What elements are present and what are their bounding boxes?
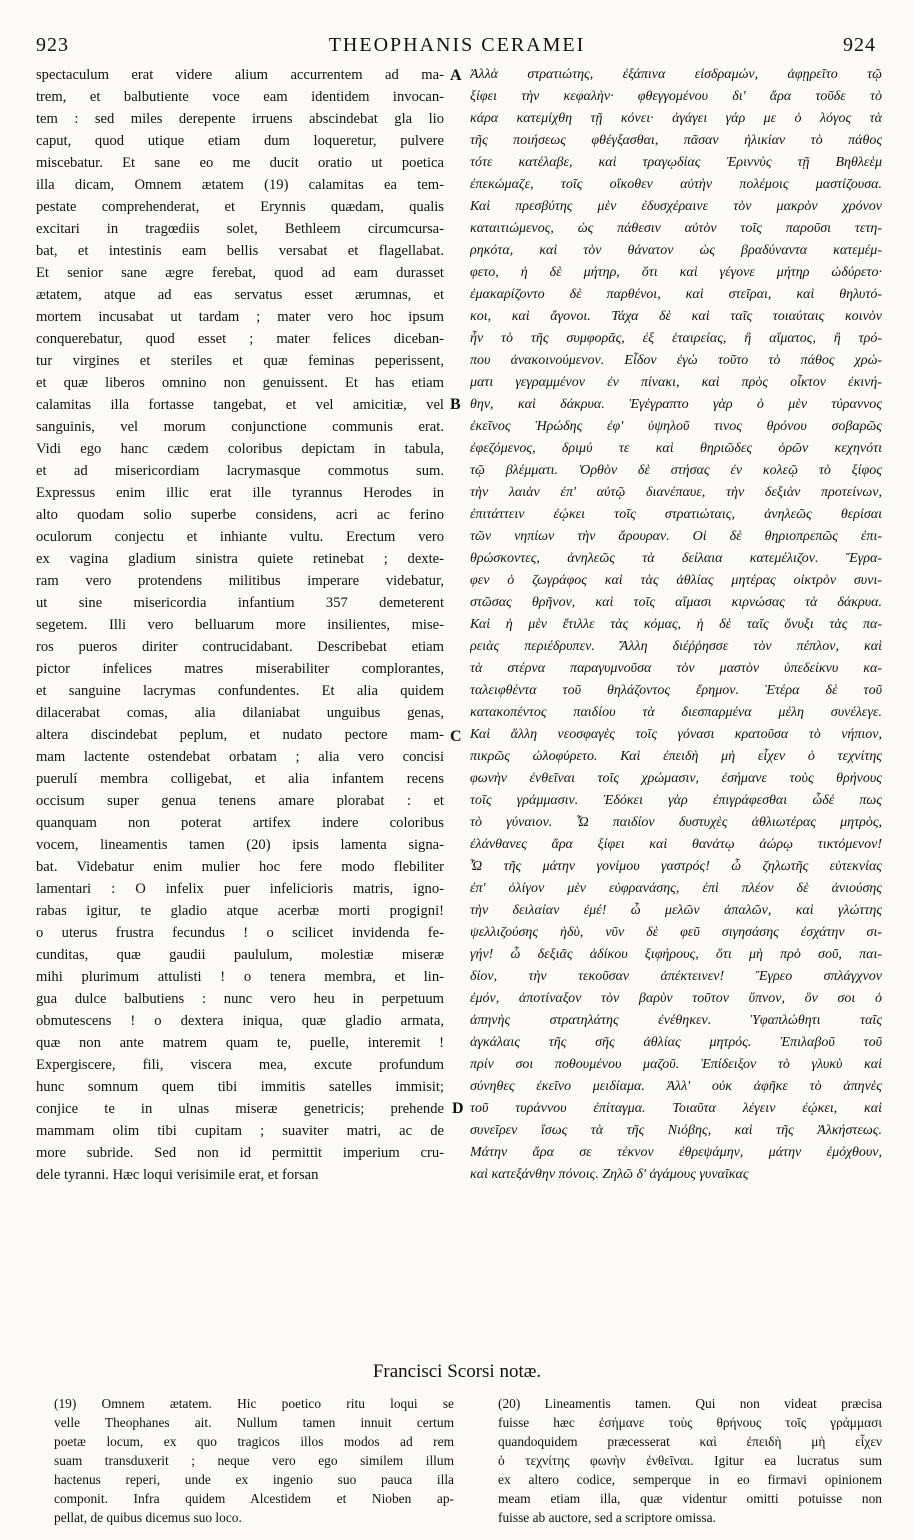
latin-text-line: Et senior sane ægre ferebat, quod ad eam durasset <box>36 265 444 281</box>
footnote-line: pellat, de quibus dicemus suo loco. <box>54 1510 242 1525</box>
latin-text-line: pestate comprehenderat, et Erynnis quædam, qualis <box>36 199 444 215</box>
footnote-line: (20) Lineamentis tamen. Qui non videat præcisa <box>498 1396 882 1411</box>
greek-text-line: τοῖς γράμμασιν. Ἐδόκει γὰρ ἐπιγράφεσθαι ὧδέ πως <box>470 793 882 808</box>
latin-text-line: et ad misericordiam lacrymasque commotus sum. <box>36 463 444 479</box>
latin-column <box>36 64 444 1354</box>
latin-text-line: occisum super genua tenens amare plorabat : et <box>36 793 444 809</box>
greek-text-line: ταλειφθέντα τοῦ θηλάζοντος ἔρημον. Ἑτέρα δὲ τοῦ <box>470 683 882 698</box>
greek-text-line: κατακοπέντος παιδίου τὰ διεσπαρμένα μέλη συνέλεγε. <box>470 705 882 720</box>
latin-text-line: Expergiscere, fili, viscera mea, excute profundum <box>36 1057 444 1073</box>
running-header <box>0 34 914 58</box>
section-marker-b: B <box>450 396 461 413</box>
latin-text-line: et sanguine lacrymas confundentes. Et alia quidem <box>36 683 444 699</box>
footnote-line: (19) Omnem ætatem. Hic poetico ritu loqui se <box>54 1396 454 1411</box>
latin-text-line: ut sine misericordia infantium 357 demeterent <box>36 595 444 611</box>
greek-text-line: ἐλάνθανες ἄρα ξίφει καὶ θανάτῳ ἀώρῳ τικτόμενον! <box>470 837 882 852</box>
greek-text-line: Καὶ πρεσβύτης μὲν ἐδυσχέραινε τὸν μακρὸν χρόνον <box>470 199 882 214</box>
latin-text-line: miscebatur. Et sane eo me ducit oratio ut poetica <box>36 155 444 171</box>
footnote-line: meam etiam illa, quæ videntur omitti potuisse non <box>498 1491 882 1506</box>
latin-text-line: mam lactente ostendebat orbatam ; alia vero concisi <box>36 749 444 765</box>
footnote-line: hactenus reperi, unde ex ingenio suo pauca illa <box>54 1472 454 1487</box>
notes-heading: Francisci Scorsi notæ. <box>372 1361 542 1382</box>
latin-text-line: conjice te in ulnas miseræ genetricis; prehende <box>36 1101 444 1117</box>
latin-text-line: mortem incusabat ut tardam ; mater vero hoc ipsum <box>36 309 444 325</box>
greek-text-line: Μάτην ἄρα σε τέκνον ἐθρεψάμην, μάτην ἐμόχθουν, <box>470 1145 882 1160</box>
greek-text-line: ἐφεζόμενος, δριμύ τε καὶ θηριῶδες ὁρῶν κεχηνότι <box>470 441 882 456</box>
latin-text-line: illa dicam, Omnem ætatem (19) calamitas ea tem- <box>36 177 444 193</box>
latin-text-line: mammam olim tibi cupitam ; suaviter matri, ac de <box>36 1123 444 1139</box>
footnote-line: fuisse hæc ἐσήμανε τοὺς θρήνους τοῖς γράμμασι <box>498 1415 882 1430</box>
greek-text-line: ρειὰς περιέδρυπεν. Ἄλλη διέῤῥησσε τὸν πέπλον, καὶ <box>470 639 882 654</box>
greek-text-line: ἀπηνὴς στρατηλάτης ἐνέθηκεν. Ὑφαπλώθητι ταῖς <box>470 1013 882 1028</box>
greek-text-line: Καὶ ἄλλη νεοσφαγὲς τοῖς γόνασι κρατοῦσα τὸ νήπιον, <box>470 727 882 742</box>
greek-text-line: τὸ γύναιον. Ὦ παιδίον δυστυχὲς ἀθλιωτέρας μητρὸς, <box>470 815 882 830</box>
greek-text-line: ἐπ' ὀλίγον μὲν εὐφρανάσης, ἐπὶ πλέον δὲ ἀνιούσης <box>470 881 882 896</box>
page-number-left: 923 <box>36 34 69 56</box>
latin-text-line: caput, quod utique etiam dum loqueretur, pulvere <box>36 133 444 149</box>
running-title: THEOPHANIS CERAMEI <box>328 34 586 56</box>
latin-text-line: tur virgines et steriles et quæ feminas peperissent, <box>36 353 444 369</box>
latin-text-line: Expressus enim illic erat ille tyrannus Herodes in <box>36 485 444 501</box>
footnote-20 <box>498 1394 882 1527</box>
latin-text-line: puerulí membra colligebat, et alia infantem recens <box>36 771 444 787</box>
footnote-line: suam transduxerit ; neque vero ego similem illum <box>54 1453 454 1468</box>
latin-text-line: rabas igitur, te gladio atque acerbæ morti progigni! <box>36 903 444 919</box>
footnote-line: fuisse ab auctore, sed a scriptore omissa. <box>498 1510 716 1525</box>
greek-text-line: συνεῖρεν ἴσως τὰ τῆς Νιόβης, καὶ τῆς Ἀλκήστεως. <box>470 1123 882 1138</box>
latin-text-line: obmutescens ! o dextera iniqua, quæ gladio armata, <box>36 1013 444 1029</box>
section-marker-c: C <box>450 728 462 745</box>
greek-text-line: σύνηθες ἐκεῖνο μειδίαμα. Ἀλλ' οὐκ ἀφῆκε τὸ ἀπηνὲς <box>470 1079 882 1094</box>
latin-text-line: o uterus frustra fecundus ! o scilicet invidenda fe- <box>36 925 444 941</box>
footnote-line: componit. Infra quidem Alcestidem et Nioben ap- <box>54 1491 454 1506</box>
latin-text-line: segetem. Illi vero belluarum more insilientes, mise- <box>36 617 444 633</box>
latin-text-line: bat. Videbatur enim mulier hoc fere modo flebiliter <box>36 859 444 875</box>
footnote-line: ex altero codice, semperque in eo firmavi opinionem <box>498 1472 882 1487</box>
footnote-line: ὁ τεχνίτης φωνὴν ἐνθεῖναι. Igitur ea lucratus sum <box>498 1453 882 1468</box>
latin-text-line: tem : sed miles derepente irruens abscindebat gla lio <box>36 111 444 127</box>
greek-text-line: δίον, τὴν τεκοῦσαν ἀπέκτεινεν! Ἔγρεο σπλάγχνον <box>470 969 882 984</box>
section-marker-a: A <box>450 67 462 84</box>
greek-text-line: στῶσας θρῆνον, καὶ τοῖς αἵμασι κιρνώσας τὰ δάκρυα. <box>470 595 882 610</box>
greek-text-line: θην, καὶ δάκρυα. Ἐγέγραπτο γὰρ ὁ μὲν τύραννος <box>470 397 882 412</box>
footnote-line: poetæ locum, ex quo tragicos illos modos ad rem <box>54 1434 454 1449</box>
greek-text-line: ρηκότα, καὶ τὸν θάνατον ὡς βραδύναντα κατεμέμ- <box>470 243 882 258</box>
latin-text-line: quanquam non poterat artifex indere coloribus <box>36 815 444 831</box>
greek-text-line: κοι, καὶ ἄγονοι. Τάχα δὲ καὶ ταῖς τοιαύταις κοινὸν <box>470 309 882 324</box>
latin-text-line: et quæ liberos omnino non genuissent. Et has etiam <box>36 375 444 391</box>
greek-column <box>470 64 882 1354</box>
greek-text-line: ἐπεκώμαζε, τοῖς οἴκοθεν αὐτὴν πολέμοις μαστίζουσα. <box>470 177 882 192</box>
greek-text-line: Ὦ τῆς μάτην γονίμου γαστρός! ὦ ζηλωτῆς εὐτεκνίας <box>470 859 882 874</box>
greek-text-line: θρώσκοντες, ἀνηλεῶς τὰ δείλαια κατεμέλιζον. Ἔγρα- <box>470 551 882 566</box>
greek-text-line: τῶν νηπίων τὴν ἄρουραν. Οἱ δὲ θηριοπρεπῶς ἐπι- <box>470 529 882 544</box>
greek-text-line: πικρῶς ὠλοφύρετο. Καὶ ἐπειδὴ μὴ εἶχεν ὁ τεχνίτης <box>470 749 882 764</box>
greek-text-line: τῷ βλέμματι. Ὀρθὸν δὲ στήσας ἐν κολεῷ τὸ ξίφος <box>470 463 882 478</box>
greek-text-line: Καὶ ἡ μὲν ἔτιλλε τὰς κόμας, ἡ δὲ ταῖς ὄνυξι τὰς πα- <box>470 617 882 632</box>
greek-text-line: ἐμόν, ἀποτίναξον τὸν βαρὺν τοῦτον ὕπνον, ὃν σοι ὁ <box>470 991 882 1006</box>
greek-text-line: τὴν λαιὰν ἐπ' αὐτῷ διανέπαυε, τὴν δεξιὰν προτείνων, <box>470 485 882 500</box>
latin-text-line: hunc somnum quem tibi immitis satelles immisit; <box>36 1079 444 1095</box>
page-number-right: 924 <box>843 34 876 56</box>
greek-text-line: φεν ὁ ζωγράφος καὶ τὰς ἀθλίας μητέρας οἰκτρὸν συνι- <box>470 573 882 588</box>
latin-text-line: quæ non ante matrem quam te, puelle, interemit ! <box>36 1035 444 1051</box>
greek-text-line: καταιτιώμενος, ὡς πάθεσιν αὐτὸν τοῖς παροῦσι τετη- <box>470 221 882 236</box>
greek-text-line: Ἀλλὰ στρατιώτης, ἐξάπινα εἰσδραμών, ἀφῃρεῖτο τῷ <box>470 67 882 82</box>
latin-text-line: mihi plurimum attulisti ! o tenera membra, et lin- <box>36 969 444 985</box>
footnote-line: quandoquidem præcesserat καὶ ἐπειδὴ μὴ εἶχεν <box>498 1434 882 1449</box>
latin-text-line: bat, et intestinis eam bellis versabat et flagellabat. <box>36 243 444 259</box>
greek-text-line: ματι γεγραμμένον ἐν πίνακι, καὶ πρὸς οἶκτον ἐκινή- <box>470 375 882 390</box>
latin-text-line: more subride. Sed non id permittit imperium cru- <box>36 1145 444 1161</box>
greek-text-line: φωνὴν ἐνθεῖναι τοῖς χρώμασιν, ἐσήμανε τοὺς θρήνους <box>470 771 882 786</box>
greek-text-line: καὶ κατεξάνθην πόνοις. Ζηλῶ δ' ἀγάμους γυναῖκας <box>470 1167 749 1182</box>
greek-text-line: τὰ στέρνα παραγυμνοῦσα τὸν μαστὸν ὑπεδείκνυ κα- <box>470 661 882 676</box>
latin-text-line: sanguinis, vel morum conjunctione communis erat. <box>36 419 444 435</box>
footnote-19 <box>54 1394 454 1527</box>
latin-text-line: cunditas, quæ gaudii paululum, molestiæ miseræ <box>36 947 444 963</box>
footnote-line: velle Theophanes ait. Nullum tamen innuit certum <box>54 1415 454 1430</box>
greek-text-line: τὴν δειλαίαν ἐμέ! ὦ μελῶν ἁπαλῶν, καὶ γλώττης <box>470 903 882 918</box>
latin-text-line: altera discindebat peplum, et nudato pectore mam- <box>36 727 444 743</box>
greek-text-line: ἐμακαρίζοντο δὲ παρθένοι, καὶ στεῖραι, καὶ θηλυτό- <box>470 287 882 302</box>
latin-text-line: lamentari : O infelix puer infelicioris matris, igno- <box>36 881 444 897</box>
latin-text-line: dele tyranni. Hæc loqui verisimile erat, et forsan <box>36 1167 319 1183</box>
latin-text-line: Vidi ego hanc cædem coloribus depictam in tabula, <box>36 441 444 457</box>
greek-text-line: πρίν σοι ποθουμένου μαζοῦ. Ἐπίδειξον τὸ γλυκὺ καὶ <box>470 1057 882 1072</box>
latin-text-line: calamitas illa fortasse tangebat, et vel amicitiæ, vel <box>36 397 444 413</box>
latin-text-line: spectaculum erat videre alium accurrentem ad ma- <box>36 67 444 83</box>
greek-text-line: ἦν τὸ τῆς συμφορᾶς, ἐξ ἑταιρείας, ἢ αἵματος, ἢ τρό- <box>470 331 882 346</box>
greek-text-line: γήν! ὦ δεξιᾶς ἀδίκου ξιφήρους, ὅτι μὴ πρὸ σοῦ, παι- <box>470 947 882 962</box>
latin-text-line: ros pueros diriter contrucidabant. Describebat etiam <box>36 639 444 655</box>
greek-text-line: τοῦ τυράννου ἐπίταγμα. Τοιαῦτα λέγειν ἐῴκει, καὶ <box>470 1101 882 1116</box>
section-marker-d: D <box>452 1100 464 1117</box>
latin-text-line: vocem, lineamentis tamen (20) ipsis lamenta signa- <box>36 837 444 853</box>
greek-text-line: ψελλιζούσης ἡδὺ, νῦν δὲ φεῦ σιγησάσης ἐσχάτην σι- <box>470 925 882 940</box>
latin-text-line: gua dulce balbutiens : nunc vero heu in perpetuum <box>36 991 444 1007</box>
greek-text-line: φετο, ἡ δὲ μήτηρ, ὅτι καὶ γέγονε μήτηρ ὠδύρετο· <box>470 265 882 280</box>
greek-text-line: που ἀνακοινούμενον. Εἶδον ἐγὼ τοῦτο τὸ πάθος χρώ- <box>470 353 882 368</box>
greek-text-line: τῆς ποιήσεως φθέγξασθαι, πᾶσαν ἡλικίαν τὸ πάθος <box>470 133 882 148</box>
greek-text-line: ἀγκάλαις τῆς σῆς ἀθλίας μητρός. Ἐπιλαβοῦ τοῦ <box>470 1035 882 1050</box>
latin-text-line: oculorum conjectu et inhiante vultu. Erectum vero <box>36 529 444 545</box>
latin-text-line: pictor infelices matres miserabiliter complorantes, <box>36 661 444 677</box>
greek-text-line: ἐπιτάττειν ἐῴκει τοῖς στρατιώταις, ἀνηλεῶς θερίσαι <box>470 507 882 522</box>
latin-text-line: excitari in tragœdiis solet, Bethleem circumcursa- <box>36 221 444 237</box>
greek-text-line: ξίφει τὴν κεφαλὴν· φθεγγομένου δι' ἄρα τοῦδε τὸ <box>470 89 882 104</box>
greek-text-line: κάρα κατεμίχθη τῇ κόνει· ἀγάγει γάρ με ὁ λόγος τὰ <box>470 111 882 126</box>
latin-text-line: dilacerabat comas, alia dilaniabat unguibus genas, <box>36 705 444 721</box>
greek-text-line: τότε κατέλαβε, καὶ τραγῳδίας Ἐριννὺς τῇ Βηθλεὲμ <box>470 155 882 170</box>
latin-text-line: trem, et balbutiente voce eam identidem invocan- <box>36 89 444 105</box>
latin-text-line: ex vagina gladium sinistra quiete retinebat ; dexte- <box>36 551 444 567</box>
latin-text-line: conquerebatur, quod esset ; mater felices diceban- <box>36 331 444 347</box>
latin-text-line: alto quodam solio superbe considens, acri ac ferino <box>36 507 444 523</box>
latin-text-line: ram vero protendens militibus imperare videbatur, <box>36 573 444 589</box>
greek-text-line: ἐκεῖνος Ἡρώδης ἐφ' ὑψηλοῦ τινος θρόνου σοβαρῶς <box>470 419 882 434</box>
latin-text-line: ætatem, atque ad eas servatus esset ærumnas, et <box>36 287 444 303</box>
